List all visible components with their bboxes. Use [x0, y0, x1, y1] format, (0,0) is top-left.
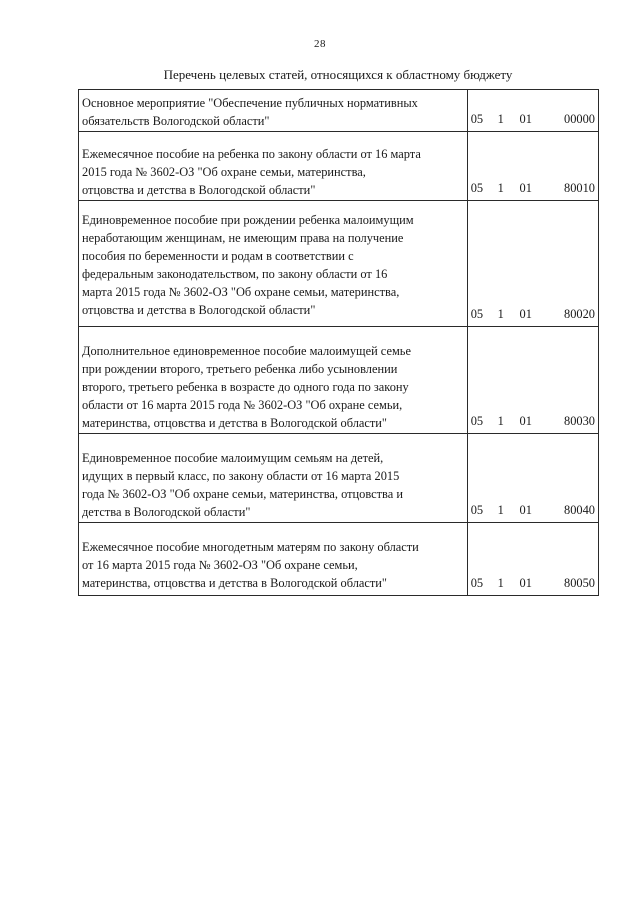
code-program: 05	[470, 307, 484, 321]
target-articles-table	[78, 89, 599, 596]
code-activity: 01	[519, 503, 532, 517]
article-code	[467, 132, 598, 201]
code-direction: 80030	[564, 414, 595, 428]
description-line: пособия по беременности и родам в соответствии с	[82, 249, 354, 263]
code-direction: 80010	[564, 181, 595, 195]
article-code	[467, 201, 598, 327]
table-row	[79, 327, 599, 434]
code-activity: 01	[519, 414, 532, 428]
description-line: федеральным законодательством, по закону области от 16	[82, 267, 388, 281]
description-line: второго, третьего ребенка в возрасте до одного года по закону	[82, 380, 409, 394]
code-activity: 01	[519, 112, 532, 126]
description-line: материнства, отцовства и детства в Вологодской области"	[82, 416, 387, 430]
description-line: Единовременное пособие при рождении ребенка малоимущим	[82, 213, 414, 227]
article-code	[467, 327, 598, 434]
article-code	[467, 523, 598, 596]
description-line: при рождении второго, третьего ребенка либо усыновлении	[82, 362, 398, 376]
document-title: Перечень целевых статей, относящихся к областному бюджету	[163, 67, 513, 82]
code-subprogram: 1	[497, 181, 504, 195]
code-direction: 00000	[564, 112, 595, 126]
code-activity: 01	[519, 181, 532, 195]
code-direction: 80040	[564, 503, 595, 517]
table-row	[79, 434, 599, 523]
description-line: марта 2015 года № 3602-ОЗ "Об охране семьи, материнства,	[82, 285, 400, 299]
table-row	[79, 523, 599, 596]
article-code	[467, 90, 598, 132]
description-line: Ежемесячное пособие многодетным матерям по закону области	[82, 540, 419, 554]
article-description	[79, 523, 468, 596]
code-program: 05	[470, 181, 484, 195]
description-line: неработающим женщинам, не имеющим права на получение	[82, 231, 404, 245]
page-number: 28	[314, 38, 326, 50]
description-line: материнства, отцовства и детства в Вологодской области"	[82, 576, 387, 590]
article-description	[79, 434, 468, 523]
code-program: 05	[470, 414, 484, 428]
code-subprogram: 1	[497, 112, 504, 126]
description-line: Единовременное пособие малоимущим семьям на детей,	[82, 451, 384, 465]
description-line: идущих в первый класс, по закону области от 16 марта 2015	[82, 469, 400, 483]
description-line: отцовства и детства в Вологодской области"	[82, 183, 316, 197]
code-subprogram: 1	[497, 503, 504, 517]
description-line: от 16 марта 2015 года № 3602-ОЗ "Об охране семьи,	[82, 558, 358, 572]
article-description	[79, 132, 468, 201]
code-subprogram: 1	[497, 576, 504, 590]
article-description	[79, 327, 468, 434]
code-program: 05	[470, 112, 484, 126]
description-line: года № 3602-ОЗ "Об охране семьи, материнства, отцовства и	[82, 487, 403, 501]
description-line: Ежемесячное пособие на ребенка по закону области от 16 марта	[82, 147, 421, 161]
description-line: Основное мероприятие "Обеспечение публичных нормативных	[82, 96, 418, 110]
table-row	[79, 132, 599, 201]
article-description	[79, 90, 468, 132]
code-activity: 01	[519, 307, 532, 321]
code-direction: 80050	[564, 576, 595, 590]
code-activity: 01	[519, 576, 532, 590]
code-subprogram: 1	[497, 414, 504, 428]
table-row	[79, 201, 599, 327]
article-description	[79, 201, 468, 327]
article-code	[467, 434, 598, 523]
description-line: области от 16 марта 2015 года № 3602-ОЗ "Об охране семьи,	[82, 398, 403, 412]
description-line: детства в Вологодской области"	[82, 505, 251, 519]
description-line: 2015 года № 3602-ОЗ "Об охране семьи, материнства,	[82, 165, 366, 179]
table-row	[79, 90, 599, 132]
code-direction: 80020	[564, 307, 595, 321]
description-line: отцовства и детства в Вологодской области"	[82, 303, 316, 317]
description-line: Дополнительное единовременное пособие малоимущей семье	[82, 344, 411, 358]
code-subprogram: 1	[497, 307, 504, 321]
description-line: обязательств Вологодской области"	[82, 114, 270, 128]
code-program: 05	[470, 503, 484, 517]
code-program: 05	[470, 576, 484, 590]
